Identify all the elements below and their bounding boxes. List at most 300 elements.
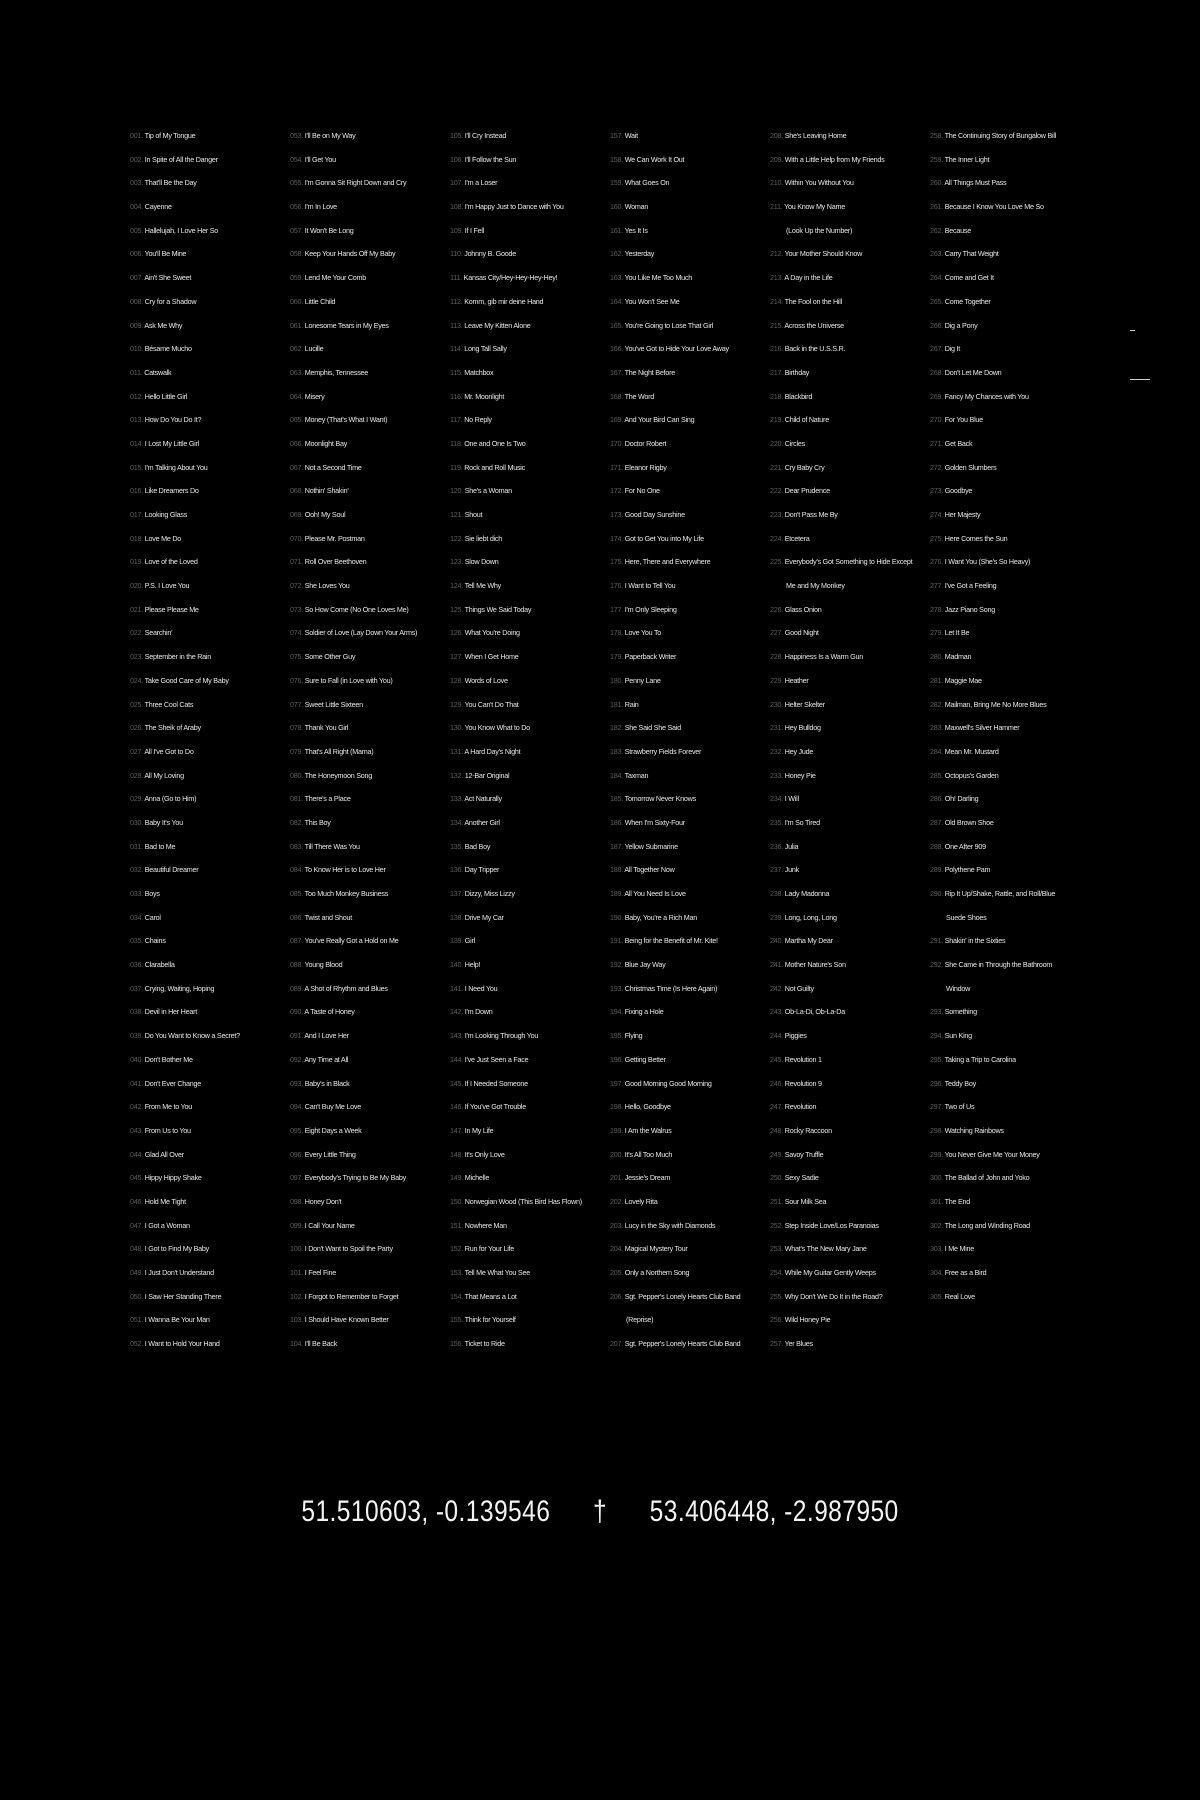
song-item [130,550,288,574]
song-title: Rock and Roll Music [464,462,525,472]
song-item [770,835,928,859]
song-item [930,1000,1088,1024]
song-number: 108. [450,202,463,212]
song-title: Here Comes the Sun [944,533,1008,543]
song-item [930,1143,1088,1167]
song-number: 276. [930,557,943,567]
song-number: 213. [770,273,783,283]
song-title: The Long and Winding Road [944,1220,1030,1230]
song-title: Polythene Pam [944,865,991,875]
song-item [290,1119,448,1143]
song-item [450,1190,608,1214]
song-item [770,314,928,338]
song-item [130,669,288,693]
song-title: Bad Boy [464,841,491,851]
song-number: 129. [450,699,463,709]
song-number: 214. [770,296,783,306]
song-number: 249. [770,1149,783,1159]
song-title: Me and My Monkey [786,581,845,591]
song-number: 055. [290,178,303,188]
song-item [450,124,608,148]
song-title: Hallelujah, I Love Her So [144,225,219,235]
song-number: 248. [770,1125,783,1135]
song-item [770,242,928,266]
song-item [770,906,928,930]
song-number: 012. [130,391,143,401]
song-number: 277. [930,581,943,591]
song-title: Can't Buy Me Love [304,1102,362,1112]
song-title: Michelle [464,1173,490,1183]
song-number: 017. [130,510,143,519]
song-title: Searchin' [144,628,173,638]
song-item [130,479,288,503]
song-item [130,385,288,409]
song-item [610,1048,768,1072]
song-number: 044. [130,1149,143,1159]
song-item [450,669,608,693]
song-number: 137. [450,889,463,898]
song-item [770,385,928,409]
song-item [770,740,928,764]
song-item [610,906,768,930]
song-title: You've Got to Hide Your Love Away [624,344,729,354]
song-title: Lend Me Your Comb [304,273,367,283]
song-number: 091. [290,1031,303,1041]
song-number: 088. [290,960,303,970]
song-number: 089. [290,983,303,993]
song-number: 227. [770,628,783,638]
song-item [290,1285,448,1309]
song-number: 279. [930,628,943,638]
song-title: Maxwell's Silver Hammer [944,723,1020,733]
song-item [450,432,608,456]
song-item [130,1000,288,1024]
song-number: 125. [450,604,463,614]
song-title: Ain't She Sweet [144,273,192,283]
song-number: 135. [450,841,463,851]
song-title: Junk [784,865,799,875]
song-title: You Won't See Me [624,296,680,306]
song-item [450,1237,608,1261]
song-title: Here, There and Everywhere [624,557,711,567]
song-item [930,124,1088,148]
song-number: 218. [770,391,783,401]
song-title: Everybody's Trying to Be My Baby [304,1173,406,1183]
song-title: Clarabella [144,960,175,970]
song-title: A Taste of Honey [304,1007,355,1017]
song-item [930,906,1088,930]
song-number: 235. [770,817,783,827]
song-title: Etcetera [784,533,810,543]
song-title: Yellow Submarine [624,841,678,851]
song-item [290,1237,448,1261]
song-title: Your Mother Should Know [784,249,863,259]
song-item [450,479,608,503]
song-number: 299. [930,1149,943,1159]
song-item [450,645,608,669]
song-item [130,645,288,669]
song-item [450,1308,608,1332]
song-title: Like Dreamers Do [144,486,199,496]
song-item [130,1048,288,1072]
song-number: 072. [290,581,303,591]
song-column-4 [610,124,768,1356]
song-item [290,124,448,148]
song-item [930,1237,1088,1261]
song-item [130,929,288,953]
song-number: 116. [450,391,463,401]
song-column-1 [130,124,288,1356]
song-item [770,1119,928,1143]
song-number: 303. [930,1244,943,1254]
song-item [610,645,768,669]
song-number: 167. [610,367,623,377]
song-title: Nothin' Shakin' [304,486,349,496]
song-item [930,1261,1088,1285]
song-item [770,1048,928,1072]
song-title: For You Blue [944,415,983,425]
song-title: Komm, gib mir deine Hand [464,296,544,306]
song-item [290,219,448,243]
song-item [770,882,928,906]
song-number: 181. [610,699,623,709]
song-title: Not a Second Time [304,462,362,472]
song-item [930,148,1088,172]
song-number: 052. [130,1339,143,1349]
song-number: 262. [930,225,943,235]
song-item [130,740,288,764]
song-title: Girl [464,936,475,946]
song-item [930,527,1088,551]
song-number: 094. [290,1102,303,1112]
song-number: 232. [770,746,783,756]
song-title: Revolution 9 [784,1078,822,1088]
song-title: Love You To [624,628,662,638]
song-title: Another Girl [464,817,500,827]
song-item [930,669,1088,693]
song-item [130,598,288,622]
song-title: Tell Me What You See [464,1268,530,1277]
song-item [130,621,288,645]
song-title: Please Mr. Postman [304,533,365,543]
song-number: 140. [450,960,463,970]
song-item [610,1190,768,1214]
song-number: 160. [610,202,623,212]
song-number: 281. [930,675,943,685]
song-title: Every Little Thing [304,1149,356,1159]
song-number: 061. [290,320,303,330]
song-number: 081. [290,794,303,804]
song-title: Take Good Care of My Baby [144,675,229,685]
song-item [130,1237,288,1261]
song-item [930,645,1088,669]
song-number: 274. [930,510,943,519]
song-item [290,1166,448,1190]
song-item [130,1143,288,1167]
song-number: 057. [290,225,303,235]
song-number: 210. [770,178,783,188]
song-title: Her Majesty [944,510,981,519]
song-item [610,835,768,859]
song-title: Doctor Robert [624,438,667,448]
song-title: (Look Up the Number) [786,225,853,235]
song-item [450,195,608,219]
song-number: 220. [770,438,783,448]
song-number: 247. [770,1102,783,1112]
song-title: Too Much Monkey Business [304,889,389,898]
song-item [290,787,448,811]
song-item [770,337,928,361]
song-number: 180. [610,675,623,685]
song-title: All My Loving [144,770,184,780]
song-title: Julia [784,841,799,851]
song-number: 301. [930,1196,943,1206]
song-item [770,669,928,693]
song-number: 050. [130,1291,143,1301]
song-title: Dizzy, Miss Lizzy [464,889,515,898]
song-item [770,574,928,598]
song-number: 165. [610,320,623,330]
song-title: Johnny B. Goode [464,249,517,259]
song-number: 039. [130,1031,143,1041]
song-item [130,1261,288,1285]
song-number: 077. [290,699,303,709]
song-item [450,1048,608,1072]
song-item [770,645,928,669]
song-item [930,977,1088,1001]
song-item [770,716,928,740]
song-number: 144. [450,1054,463,1064]
song-number: 084. [290,865,303,875]
song-number: 073. [290,604,303,614]
song-title: Ooh! My Soul [304,510,346,519]
song-title: The Fool on the Hill [784,296,842,306]
song-title: When I'm Sixty-Four [624,817,685,827]
song-item [290,527,448,551]
song-number: 111. [450,273,462,283]
song-number: 288. [930,841,943,851]
song-title: I Saw Her Standing There [144,1291,222,1301]
song-number: 289. [930,865,943,875]
song-title: Christmas Time (Is Here Again) [624,983,718,993]
song-title: I'm Only Sleeping [624,604,677,614]
song-item [930,479,1088,503]
song-title: Because I Know You Love Me So [944,202,1044,212]
song-number: 284. [930,746,943,756]
song-item [450,314,608,338]
song-number: 086. [290,912,303,922]
song-item [130,1214,288,1238]
song-item [610,527,768,551]
song-title: Happiness Is a Warm Gun [784,652,864,662]
song-number: 049. [130,1268,143,1277]
song-item [130,219,288,243]
song-item [450,456,608,480]
song-number: 207. [610,1339,623,1349]
song-title: You Never Give Me Your Money [944,1149,1040,1159]
song-item [770,1000,928,1024]
song-title: Dig a Pony [944,320,978,330]
song-item [450,290,608,314]
song-item [770,1024,928,1048]
song-number: 014. [130,438,143,448]
song-number: 269. [930,391,943,401]
song-item [130,716,288,740]
song-item [450,953,608,977]
song-item [290,1332,448,1356]
song-title: Got to Get You into My Life [624,533,704,543]
song-item [610,124,768,148]
song-title: So How Come (No One Loves Me) [304,604,409,614]
song-item [450,171,608,195]
song-item [450,764,608,788]
song-title: Mailman, Bring Me No More Blues [944,699,1047,709]
song-title: She Loves You [304,581,350,591]
song-number: 095. [290,1125,303,1135]
song-number: 016. [130,486,143,496]
song-number: 128. [450,675,463,685]
song-title: Twist and Shout [304,912,353,922]
song-item [930,219,1088,243]
song-title: Rip It Up/Shake, Rattle, and Roll/Blue [944,889,1056,898]
song-title: Love of the Loved [144,557,198,567]
song-title: Dear Prudence [784,486,830,496]
song-title: Hey Bulldog [784,723,821,733]
song-title: Glass Onion [784,604,822,614]
song-number: 150. [450,1196,463,1206]
song-title: Don't Bother Me [144,1054,193,1064]
song-title: Back in the U.S.S.R. [784,344,846,354]
song-title: Revolution [784,1102,817,1112]
song-number: 162. [610,249,623,259]
song-item [290,1190,448,1214]
song-number: 238. [770,889,783,898]
song-number: 153. [450,1268,463,1277]
song-item [610,503,768,527]
song-title: I Lost My Little Girl [144,438,200,448]
song-number: 188. [610,865,623,875]
song-number: 068. [290,486,303,496]
song-number: 083. [290,841,303,851]
song-title: Sweet Little Sixteen [304,699,363,709]
song-number: 168. [610,391,623,401]
song-item [770,621,928,645]
song-title: Yes It Is [624,225,648,235]
song-item [610,550,768,574]
song-title: The Honeymoon Song [304,770,373,780]
song-title: If You've Got Trouble [464,1102,527,1112]
song-number: 233. [770,770,783,780]
song-title: I Want to Hold Your Hand [144,1339,220,1349]
song-title: Everybody's Got Something to Hide Except [784,557,913,567]
song-title: Baby It's You [144,817,183,827]
song-item [930,195,1088,219]
song-title: What's The New Mary Jane [784,1244,867,1254]
dagger-symbol: † [592,1495,608,1528]
song-title: Lovely Rita [624,1196,658,1206]
song-number: 259. [930,154,943,164]
song-title: Birthday [784,367,810,377]
song-item [290,740,448,764]
song-number: 212. [770,249,783,259]
song-title: Wild Honey Pie [784,1315,831,1325]
song-title: I Got to Find My Baby [144,1244,210,1254]
song-number: 004. [130,202,143,212]
song-title: You Know My Name [784,202,845,212]
song-item [770,527,928,551]
song-item [450,1143,608,1167]
song-number: 172. [610,486,623,496]
song-title: Cry Baby Cry [784,462,825,472]
song-item [770,456,928,480]
song-title: That'll Be the Day [144,178,197,188]
song-item [610,574,768,598]
song-item [770,787,928,811]
song-item [290,242,448,266]
song-title: Hippy Hippy Shake [144,1173,202,1183]
song-item [290,408,448,432]
song-item [450,906,608,930]
song-item [770,171,928,195]
song-item [130,456,288,480]
song-number: 131. [450,746,463,756]
song-title: Do You Want to Know a Secret? [144,1031,240,1041]
song-number: 290. [930,889,943,898]
song-item [610,432,768,456]
song-item [290,550,448,574]
song-title: I'm So Tired [784,817,820,827]
song-item [290,1048,448,1072]
song-title: Blackbird [784,391,813,401]
song-title: Good Night [784,628,819,638]
song-number: 255. [770,1291,783,1301]
song-title: Please Please Me [144,604,199,614]
song-title: Sun King [944,1031,972,1041]
song-title: To Know Her is to Love Her [304,865,386,875]
song-number: 029. [130,794,143,804]
song-title: Boys [144,889,160,898]
song-title: In My Life [464,1125,494,1135]
long-tick-mark [1130,379,1150,380]
song-item [770,479,928,503]
song-title: I Want to Tell You [624,581,676,591]
song-title: Piggies [784,1031,807,1041]
song-number: 164. [610,296,623,306]
song-number: 231. [770,723,783,733]
song-title: Keep Your Hands Off My Baby [304,249,396,259]
song-title: I Me Mine [944,1244,975,1254]
song-title: And Your Bird Can Sing [624,415,695,425]
song-title: Run for Your Life [464,1244,515,1254]
song-item [610,1285,768,1309]
song-title: I Should Have Known Better [304,1315,389,1325]
song-title: Lucille [304,344,324,354]
song-title: Hold Me Tight [144,1196,186,1206]
song-title: Free as a Bird [944,1268,987,1277]
song-item [610,858,768,882]
song-title: It's Only Love [464,1149,505,1159]
song-title: Act Naturally [464,794,502,804]
song-number: 195. [610,1031,623,1041]
song-number: 225. [770,557,783,567]
song-title: September in the Rain [144,652,212,662]
song-number: 011. [130,367,143,377]
song-title: What You're Doing [464,628,520,638]
song-item [770,1166,928,1190]
song-number: 187. [610,841,623,851]
song-item [450,598,608,622]
song-item [130,314,288,338]
